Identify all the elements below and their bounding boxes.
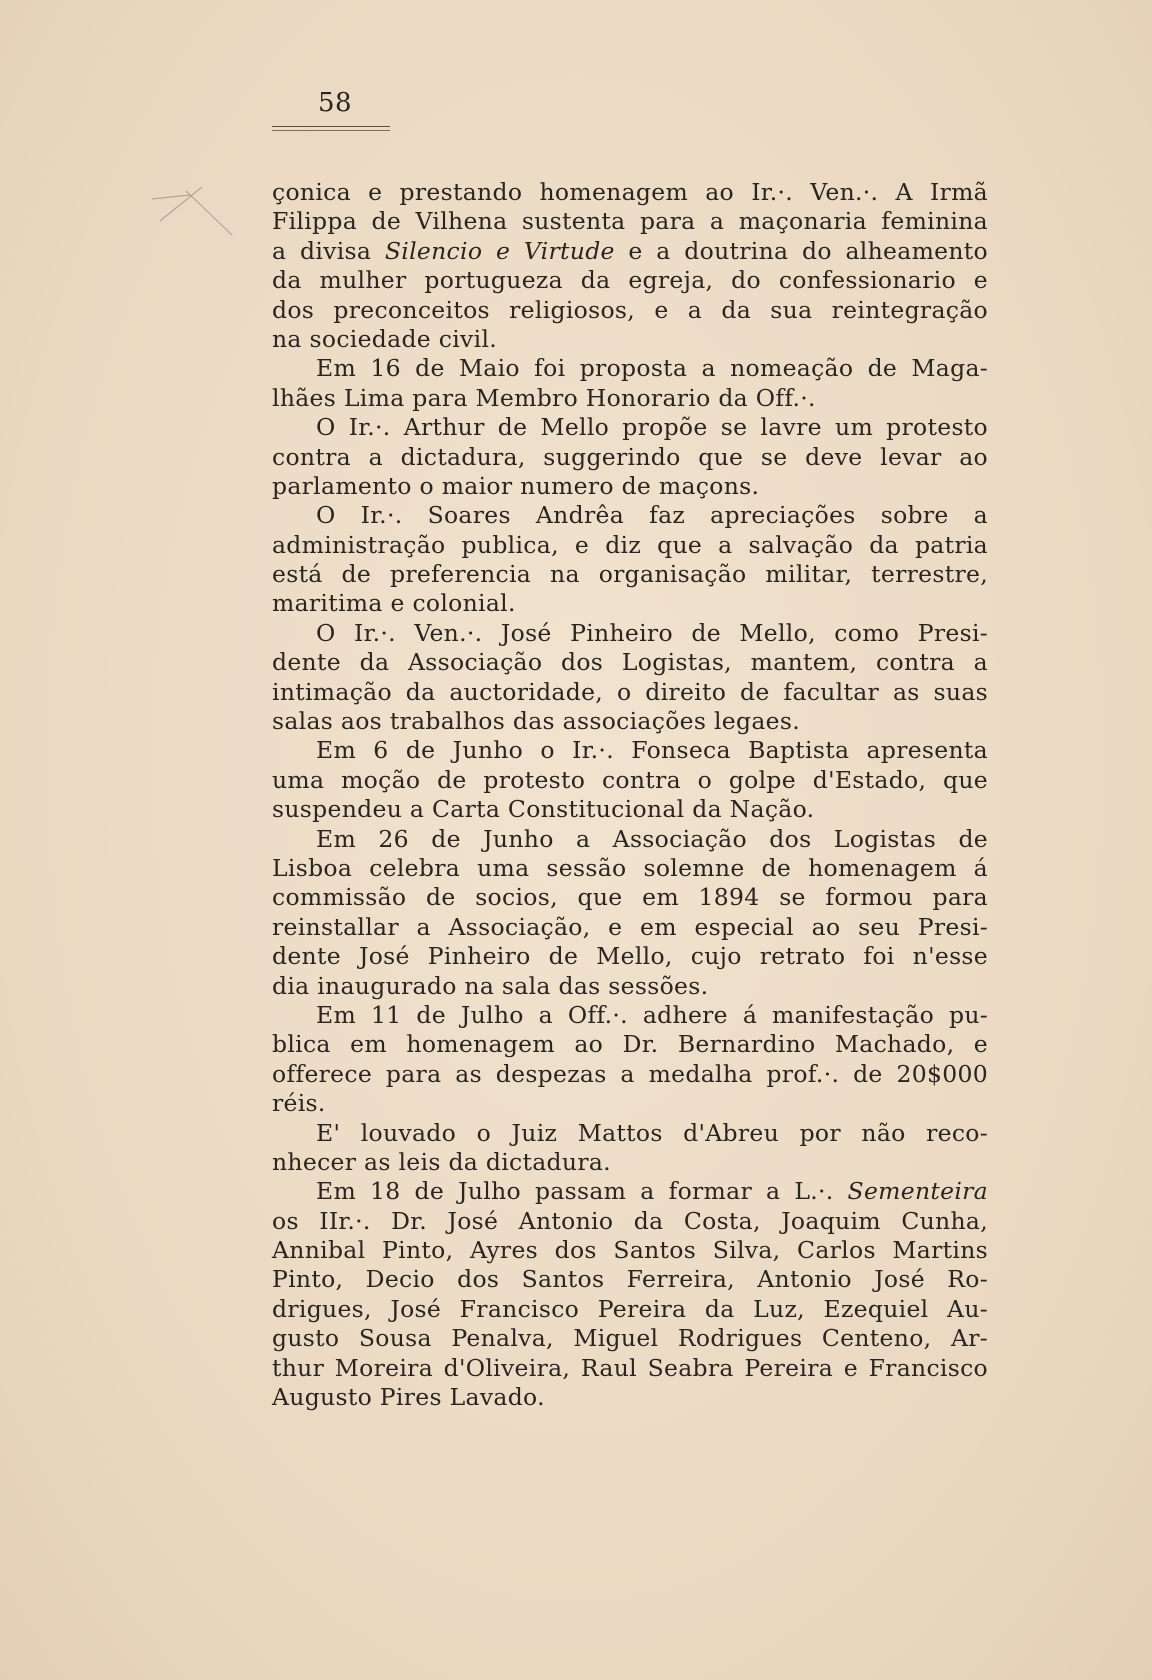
italic-phrase: Silencio e Virtude [384, 236, 615, 265]
text-line: contra a dictadura, suggerindo que se deve levar ao [272, 442, 988, 471]
text-line: commissão de socios, que em 1894 se formou para [272, 883, 988, 912]
text-line: Pinto, Decio dos Santos Ferreira, Antonio José Ro- [272, 1265, 988, 1294]
text-line: Augusto Pires Lavado. [272, 1383, 545, 1412]
text-line: réis. [272, 1089, 326, 1118]
text-line: a divisa Silencio e Virtude e a doutrina do alheamento [272, 236, 988, 265]
text-line: gusto Sousa Penalva, Miguel Rodrigues Centeno, Ar- [272, 1324, 988, 1353]
italic-phrase: Sementeira [847, 1177, 988, 1206]
text-line: nhecer as leis da dictadura. [272, 1147, 611, 1176]
text-line: suspendeu a Carta Constitucional da Nação. [272, 795, 815, 824]
text-line: os IIr.·. Dr. José Antonio da Costa, Joaquim Cunha, [272, 1206, 988, 1235]
text-line: O Ir.·. Ven.·. José Pinheiro de Mello, como Presi- [316, 618, 988, 647]
text-line: offerece para as despezas a medalha prof.·. de 20$000 [272, 1059, 988, 1088]
text-line: salas aos trabalhos das associações legaes. [272, 707, 800, 736]
text-line: Lisboa celebra uma sessão solemne de homenagem á [272, 853, 988, 882]
page-number-rule [272, 126, 390, 127]
text-line: uma moção de protesto contra o golpe d'Estado, que [272, 765, 988, 794]
page-number-rule-lower [272, 130, 390, 131]
pencil-mark-icon [150, 185, 240, 245]
text-line: intimação da auctoridade, o direito de facultar as suas [272, 677, 988, 706]
text-line: thur Moreira d'Oliveira, Raul Seabra Pereira e Francisco [272, 1353, 988, 1382]
text-line: Filippa de Vilhena sustenta para a maçonaria feminina [272, 207, 988, 236]
text-line: reinstallar a Associação, e em especial ao seu Presi- [272, 912, 988, 941]
text-line: Annibal Pinto, Ayres dos Santos Silva, Carlos Martins [272, 1236, 988, 1265]
text-line: Em 6 de Junho o Ir.·. Fonseca Baptista apresenta [316, 736, 988, 765]
text-line: O Ir.·. Soares Andrêa faz apreciações sobre a [316, 501, 988, 530]
text-line: maritima e colonial. [272, 589, 516, 618]
text-line: çonica e prestando homenagem ao Ir.·. Ven.·. A Irmã [272, 178, 988, 206]
text-line: parlamento o maior numero de maçons. [272, 471, 760, 500]
text-line: dia inaugurado na sala das sessões. [272, 971, 709, 1000]
text-line: da mulher portugueza da egreja, do confessionario e [272, 266, 988, 295]
text-line: E' louvado o Juiz Mattos d'Abreu por não reco- [316, 1118, 988, 1147]
text-line: dos preconceitos religiosos, e a da sua reintegração [272, 295, 988, 324]
text-line: lhães Lima para Membro Honorario da Off.·. [272, 383, 816, 412]
page-number: 58 [318, 88, 353, 118]
text-line: Em 11 de Julho a Off.·. adhere á manifestação pu- [316, 1000, 988, 1029]
body-text [272, 178, 988, 1412]
text-line: Em 16 de Maio foi proposta a nomeação de Maga- [316, 354, 988, 383]
text-line: administração publica, e diz que a salvação da patria [272, 530, 988, 559]
text-line: está de preferencia na organisação militar, terrestre, [272, 560, 988, 589]
text-line: blica em homenagem ao Dr. Bernardino Machado, e [272, 1030, 988, 1059]
text-line: na sociedade civil. [272, 324, 498, 353]
text-line: O Ir.·. Arthur de Mello propõe se lavre um protesto [316, 413, 988, 442]
text-line: drigues, José Francisco Pereira da Luz, Ezequiel Au- [272, 1294, 988, 1323]
text-line: dente da Associação dos Logistas, mantem, contra a [272, 648, 988, 677]
text-line: dente José Pinheiro de Mello, cujo retrato foi n'esse [272, 942, 988, 971]
text-line: Em 18 de Julho passam a formar a L.·. Sementeira [316, 1177, 988, 1206]
text-line: Em 26 de Junho a Associação dos Logistas de [316, 824, 988, 853]
